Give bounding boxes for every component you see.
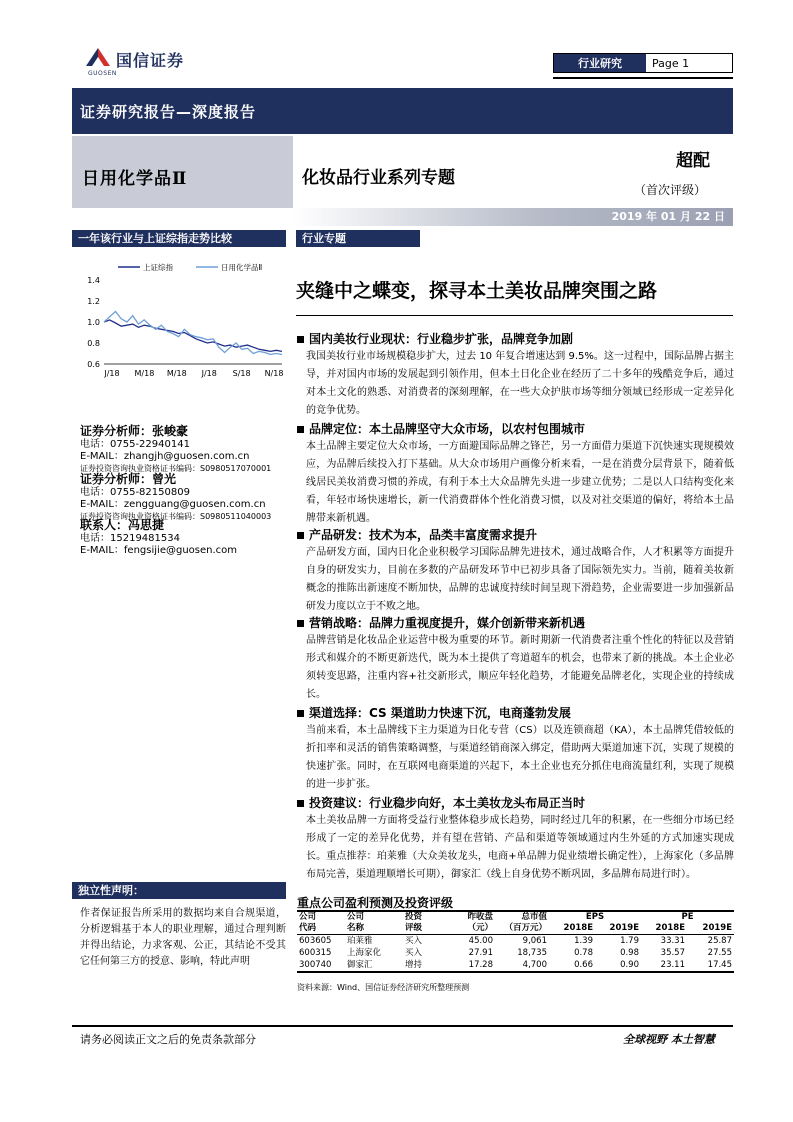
table-header: PE <box>641 911 734 923</box>
bullet-icon <box>297 620 304 627</box>
table-header: 2018E <box>641 923 687 935</box>
bullet-icon <box>297 710 304 717</box>
table-header: 公司 <box>297 911 345 923</box>
table-cell: 1.79 <box>620 936 639 946</box>
bullet-icon <box>297 800 304 807</box>
series-title: 化妆品行业系列专题 <box>302 168 455 188</box>
x-tick-label: J/18 <box>104 369 120 378</box>
table-cell: 27.55 <box>707 948 732 958</box>
y-tick-label: 1.2 <box>87 297 100 306</box>
table-cell: 600315 <box>299 948 332 958</box>
table-cell: 45.00 <box>468 936 493 946</box>
contact-title: 联系人：冯思捷 <box>80 518 165 532</box>
table-cell: 0.78 <box>574 948 593 958</box>
header-page-number: Page 1 <box>652 56 690 70</box>
contact-block <box>80 518 290 557</box>
section-body: 产品研发方面，国内日化企业积极学习国际品牌先进技术，通过战略合作，人才积累等方面提升自身的研发实力，目前在多数的产品研发环节中已初步具备了国际领先实力。当前，随着美妆新概念的推陈出新速度不断加快，品牌的忠诚度持续时间呈现下滑趋势，企业需要进一步加强新品研发力度以立于不败之地。 <box>306 547 734 612</box>
analyst-block-1 <box>80 424 290 475</box>
headline-rule <box>296 315 733 316</box>
header-category: 行业研究 <box>554 54 646 72</box>
header-rule <box>553 77 733 79</box>
header-page-box <box>553 53 733 73</box>
section-title: 营销战略：品牌力重视度提升，媒介创新带来新机遇 <box>309 616 586 630</box>
section-channels <box>297 704 734 794</box>
disclaimer-text: 作者保证报告所采用的数据均来自合规渠道，分析逻辑基于本人的职业理解，通过合理判断并得出结论，力求客观、公正，其结论不受其它任何第三方的授意、影响，特此声明 <box>80 908 286 967</box>
x-tick-label: S/18 <box>232 369 251 378</box>
table-cell: 0.66 <box>549 959 595 972</box>
chart-band: 一年该行业与上证综指走势比较 <box>72 230 286 247</box>
rating-note: （首次评级） <box>634 183 707 197</box>
footer-disclaimer-note: 请务必阅读正文之后的免责条款部分 <box>80 1033 256 1046</box>
trend-chart-svg <box>78 256 286 384</box>
table-cell: 17.45 <box>687 959 734 972</box>
table-cell: 27.91 <box>468 948 493 958</box>
section-body: 品牌营销是化妆品企业运营中极为重要的环节。新时期新一代消费者注重个性化的特征以及营销形式和媒介的不断更新迭代，既为本土提供了弯道超车的机会，也带来了新的挑战。本土企业必须转变思路，注重内容+社交新形式，顺应年轻化趋势，才能避免品牌老化，实现企业的持续成长。 <box>306 635 734 700</box>
section-body: 我国美妆行业市场规模稳步扩大，过去 10 年复合增速达到 9.5%。这一过程中，国际品牌占据主导，并对国内市场的发展起到引领作用，但本土日化企业在经历了二十多年的残酷竞争后，通过对本土文化的熟悉、对消费者的深刻理解，在一些大众护肤市场等细分领域已经形成一定差异化的竞争优势。 <box>306 351 734 416</box>
table-header: 评级 <box>403 923 449 935</box>
bullet-icon <box>297 426 304 433</box>
trend-chart <box>78 256 286 384</box>
legend-label: 日用化学品Ⅱ <box>221 263 263 272</box>
legend-label: 上证综指 <box>143 263 173 272</box>
x-tick-label: J/18 <box>201 369 217 378</box>
industry-name: 日用化学品Ⅱ <box>72 136 293 208</box>
forecast-table <box>297 910 734 973</box>
table-cell: 4,700 <box>495 959 549 972</box>
analyst-email: E-MAIL：zengguang@guosen.com.cn <box>80 499 266 510</box>
table-cell: 买入 <box>405 948 423 958</box>
contact-email: E-MAIL：fengsijie@guosen.com <box>80 545 238 556</box>
analyst-phone: 电话：0755-22940141 <box>80 439 190 450</box>
table-cell: 17.28 <box>449 959 495 972</box>
section-industry-status <box>297 330 734 420</box>
analyst-email: E-MAIL：zhangjh@guosen.com.cn <box>80 451 250 462</box>
analyst-phone: 电话：0755-82150809 <box>80 487 190 498</box>
table-cell: 0.98 <box>620 948 639 958</box>
table-cell: 1.39 <box>574 936 593 946</box>
table-header: 总市值 <box>495 911 549 923</box>
topic-band: 行业专题 <box>296 230 420 247</box>
analyst-title: 证券分析师：张峻豪 <box>80 424 189 438</box>
y-tick-label: 1.4 <box>87 276 100 285</box>
footer-rule <box>72 1025 733 1027</box>
brand-sub: GUOSEN <box>88 70 117 77</box>
y-tick-label: 0.8 <box>87 339 100 348</box>
section-title: 产品研发：技术为本，品类丰富度需求提升 <box>309 528 538 542</box>
disclaimer-title: 独立性声明： <box>72 882 286 899</box>
report-date: 2019 年 01 月 22 日 <box>293 208 733 226</box>
footer-slogan: 全球视野 本土智慧 <box>623 1033 715 1046</box>
brand-name: 国信证券 <box>116 51 185 70</box>
table-cell: 23.11 <box>641 959 687 972</box>
table-cell: 御家汇 <box>345 959 403 972</box>
section-title: 品牌定位：本土品牌坚守大众市场，以农村包围城市 <box>309 422 586 436</box>
section-title: 国内美妆行业现状：行业稳步扩张，品牌竞争加剧 <box>309 332 574 346</box>
table-title: 重点公司盈利预测及投资评级 <box>297 896 454 910</box>
analyst-license: 证券投资咨询执业资格证书编码：S0980511040003 <box>80 512 272 521</box>
table-cell: 18,735 <box>517 948 547 958</box>
table-cell: 300740 <box>297 959 345 972</box>
table-header: EPS <box>549 911 641 923</box>
guosen-logo-icon <box>84 46 112 70</box>
analyst-license: 证券投资咨询执业资格证书编码：S0980517070001 <box>80 464 272 473</box>
table-header: 代码 <box>297 923 345 935</box>
section-title: 渠道选择：CS 渠道助力快速下沉，电商蓬勃发展 <box>309 706 571 720</box>
x-tick-label: N/18 <box>264 369 284 378</box>
report-type-band: 证券研究报告—深度报告 <box>72 88 733 134</box>
y-tick-label: 0.6 <box>87 360 100 369</box>
section-product-rd <box>297 526 734 616</box>
table-cell: 35.57 <box>660 948 685 958</box>
contact-phone: 电话：15219481534 <box>80 533 180 544</box>
table-header: 名称 <box>345 923 403 935</box>
y-tick-label: 1.0 <box>87 318 100 327</box>
bullet-icon <box>297 336 304 343</box>
rating: 超配 <box>676 151 710 171</box>
table-cell: 9,061 <box>522 936 547 946</box>
table-header: 公司 <box>345 911 403 923</box>
section-marketing <box>297 614 734 704</box>
analyst-title: 证券分析师：曾光 <box>80 472 177 486</box>
table-cell: 25.87 <box>707 936 732 946</box>
table-cell: 33.31 <box>660 936 685 946</box>
table-header: 投资 <box>403 911 449 923</box>
section-investment <box>297 794 734 884</box>
table-cell: 上海家化 <box>347 948 382 958</box>
bullet-icon <box>297 532 304 539</box>
guosen-logo <box>84 44 214 78</box>
table-cell: 珀莱雅 <box>347 936 373 946</box>
table-header: （百万元） <box>495 923 549 935</box>
table-row <box>297 959 734 972</box>
table-cell: 买入 <box>405 936 423 946</box>
table-cell: 603605 <box>299 936 332 946</box>
x-tick-label: M/18 <box>166 369 187 378</box>
table-source: 资料来源：Wind、国信证券经济研究所整理预测 <box>297 983 470 992</box>
section-title: 投资建议：行业稳步向好，本土美妆龙头布局正当时 <box>309 796 586 810</box>
table-row <box>297 935 734 948</box>
table-header: （元） <box>449 923 495 935</box>
headline: 夹缝中之蝶变，探寻本土美妆品牌突围之路 <box>296 280 658 302</box>
table-cell: 增持 <box>403 959 449 972</box>
table-header: 2019E <box>687 923 734 935</box>
x-tick-label: M/18 <box>134 369 155 378</box>
section-body: 本土品牌主要定位大众市场，一方面避国际品牌之锋芒，另一方面借力渠道下沉快速实现规模效应，为品牌后续投入打下基础。从大众市场用户画像分析来看，一是在消费分层背景下，随着低线居民美妆消费习惯的养成，有利于本土大众品牌先头进一步建立优势；二是以人口结构变化来看，年轻市场快速增长，新一代消费群体个性化消费习惯，以及对社交渠道的偏好，将给本土品牌带来新机遇。 <box>306 441 734 524</box>
table-row <box>297 947 734 959</box>
table-header: 2019E <box>595 923 641 935</box>
table-cell: 0.90 <box>595 959 641 972</box>
section-brand-positioning <box>297 420 734 528</box>
table-header: 昨收盘 <box>449 911 495 923</box>
table-header: 2018E <box>549 923 595 935</box>
section-body: 当前来看，本土品牌线下主力渠道为日化专营（CS）以及连锁商超（KA），本土品牌凭借较低的折扣率和灵活的销售策略调整，与渠道经销商深入绑定，借助两大渠道加速下沉，实现了规模的快速扩张。同时，在互联网电商渠道的兴起下，本土企业也充分抓住电商流量红利，实现了规模的进一步扩张。 <box>306 725 734 790</box>
section-body: 本土美妆品牌一方面将受益行业整体稳步成长趋势，同时经过几年的积累，在一些细分市场已经形成了一定的差异化优势，并有望在营销、产品和渠道等领域通过内生外延的方式加速实现成长。重点推荐：珀莱雅（大众美妆龙头，电商+单品牌力促业绩增长确定性），上海家化（多品牌布局完善，渠道理顺增长可期），御家汇（线上自身优势不断巩固，多品牌布局进行时）。 <box>306 815 734 880</box>
analyst-block-2 <box>80 472 290 523</box>
